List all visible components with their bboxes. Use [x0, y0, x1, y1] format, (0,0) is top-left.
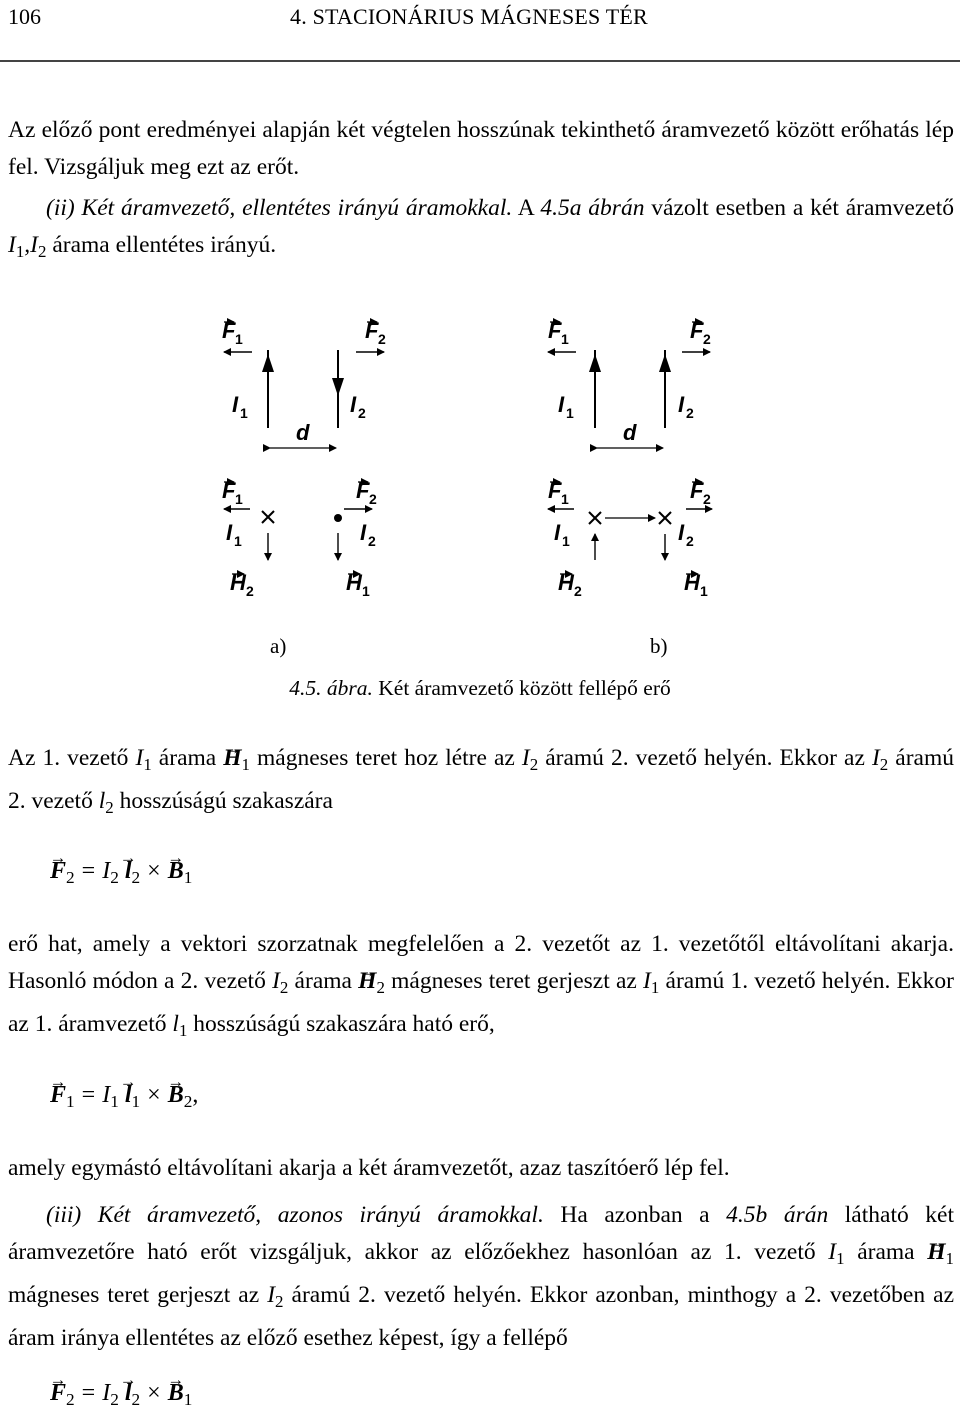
header-rule: [0, 60, 960, 62]
equation-3: → $F_2 = I_2 \to l_2 \times\to B_1$: [50, 1380, 192, 1410]
figure-svg: [210, 308, 730, 608]
svg-text:I: I: [350, 392, 357, 417]
svg-text:F: F: [356, 478, 370, 503]
svg-text:1: 1: [234, 533, 242, 549]
page-header: [0, 0, 960, 62]
svg-text:H: H: [230, 570, 246, 595]
force-f2-top-a: [356, 318, 386, 352]
force-f1-top-a: [222, 318, 252, 352]
paragraph-2: erő hat, amely a vektori szorzatnak megfelelően a 2. vezetőt az 1. vezetőtől eltávolítani akarja. Hasonló módon a 2. vezető $I_2$ árama → $H_2$ mágneses teret gerjeszt az $I_1$ áramú 1. vezető helyén. Ekkor az 1. áramvezető $l_1$ hosszúságú szakaszára ható erő,: [8, 926, 954, 1049]
svg-text:1: 1: [566, 405, 574, 421]
symbol-l2: $l_2$: [98, 788, 114, 818]
svg-text:1: 1: [235, 491, 243, 507]
svg-text:2: 2: [686, 405, 694, 421]
svg-text:I: I: [232, 392, 239, 417]
svg-text:I: I: [678, 520, 685, 545]
svg-text:2: 2: [703, 491, 711, 507]
case-ii-text-c: árama ellentétes irányú.: [46, 232, 277, 258]
svg-text:I: I: [554, 520, 561, 545]
svg-text:2: 2: [246, 583, 254, 599]
paragraph-4: (iii) Két áramvezető, azonos irányú áramokkal. Ha azonban a 4.5b árán látható két áramvezetőre ható erőt vizsgáljuk, akkor az előzőekhez hasonlóan az 1. vezető $I_1$ árama → $H_1$ mágneses teret gerjeszt az $I_2$ áramú 2. vezető helyén. Ekkor azonban, minthogy a 2. vezetőben az áram iránya ellentétes az előző esethez képest, így a fellépő: [8, 1197, 954, 1357]
svg-text:1: 1: [362, 583, 370, 599]
svg-text:F: F: [365, 318, 379, 343]
svg-text:F: F: [548, 478, 562, 503]
figure-4-5: [210, 308, 730, 608]
case-ii-text-b: vázolt esetben a két áramvezető: [644, 195, 954, 221]
symbol-I2: $I_2$: [521, 745, 539, 775]
equation-1: → $F_2 = I_2 \to l_2 \times\to B_1$: [50, 858, 192, 888]
symbol-I1: $I_1$: [643, 968, 660, 998]
panel-a: [222, 318, 386, 599]
case-ii-label: (ii) Két áramvezető, ellentétes irányú áramokkal.: [46, 195, 513, 221]
svg-text:F: F: [690, 318, 704, 343]
svg-text:1: 1: [240, 405, 248, 421]
case-iii-figref: 4.5b árán: [726, 1202, 829, 1228]
cross-symbol-b1: [589, 512, 601, 524]
svg-text:1: 1: [561, 491, 569, 507]
cross-symbol-a: [262, 511, 274, 523]
symbol-I1: $I_1,I_2$: [8, 232, 47, 262]
symbol-I2: $I_2$: [871, 745, 889, 775]
equation-2: → $F_1 = I_1 \to l_1 \times\to B_2$,: [50, 1082, 198, 1112]
svg-text:1: 1: [235, 331, 243, 347]
case-iii-label: (iii) Két áramvezető, azonos irányú áramokkal.: [46, 1202, 544, 1228]
svg-text:1: 1: [561, 331, 569, 347]
svg-text:I: I: [360, 520, 367, 545]
svg-text:H: H: [558, 570, 574, 595]
caption-text: Két áramvezető között fellépő erő: [372, 676, 671, 700]
vector-H1: → H: [223, 740, 241, 777]
svg-text:I: I: [226, 520, 233, 545]
svg-text:2: 2: [368, 533, 376, 549]
svg-text:2: 2: [574, 583, 582, 599]
figure-label-a: a): [270, 634, 287, 658]
svg-text:2: 2: [703, 331, 711, 347]
symbol-I2: $I_2$: [267, 1282, 284, 1312]
dot-symbol-a: [334, 514, 342, 522]
caption-number: 4.5. ábra.: [289, 676, 373, 700]
svg-text:H: H: [684, 570, 700, 595]
vector-H2: → H: [358, 963, 376, 1000]
current-arrow-down-a: [332, 378, 344, 396]
svg-text:F: F: [222, 478, 236, 503]
svg-text:2: 2: [686, 533, 694, 549]
svg-text:2: 2: [378, 331, 386, 347]
case-ii-text-a: A: [512, 195, 541, 221]
paragraph-3: amely egymástó eltávolítani akarja a két áramvezetőt, azaz taszítóerő lép fel.: [8, 1155, 730, 1181]
symbol-I2: $I_2$: [272, 968, 289, 998]
svg-text:I: I: [678, 392, 685, 417]
current-arrow-up-a: [262, 354, 274, 372]
svg-text:d: d: [623, 420, 637, 445]
svg-text:F: F: [222, 318, 236, 343]
intro-text: Az előző pont eredményei alapján két végtelen hosszúnak tekinthető áramvezető között erőhatás lép fel. Vizsgáljuk meg ezt az erőt.: [8, 117, 954, 180]
panel-b: [548, 318, 712, 599]
svg-text:I: I: [558, 392, 565, 417]
case-ii-figref: 4.5a ábrán: [540, 195, 645, 221]
cross-symbol-b2: [659, 512, 671, 524]
intro-paragraph: [8, 112, 954, 186]
figure-caption: [0, 676, 960, 701]
symbol-l1: $l_1$: [172, 1011, 188, 1041]
page-number: 106: [8, 4, 41, 29]
svg-text:F: F: [690, 478, 704, 503]
paragraph-1: Az 1. vezető $I_1$ árama → $H_1$ mágneses teret hoz létre az $I_2$ áramú 2. vezető helyén. Ekkor az $I_2$ áramú 2. vezető $l_2$ hosszúságú szakaszára: [8, 740, 954, 826]
svg-text:1: 1: [562, 533, 570, 549]
symbol-I1: $I_1$: [135, 745, 152, 775]
vector-H1: → H: [927, 1234, 945, 1271]
svg-text:2: 2: [358, 405, 366, 421]
figure-label-b: b): [650, 634, 668, 658]
svg-text:H: H: [346, 570, 362, 595]
chapter-title: 4. STACIONÁRIUS MÁGNESES TÉR: [290, 4, 648, 29]
svg-text:1: 1: [700, 583, 708, 599]
symbol-I1: $I_1$: [828, 1239, 845, 1269]
svg-text:d: d: [296, 420, 310, 445]
case-ii-paragraph: [8, 190, 954, 270]
svg-text:F: F: [548, 318, 562, 343]
svg-text:2: 2: [369, 491, 377, 507]
